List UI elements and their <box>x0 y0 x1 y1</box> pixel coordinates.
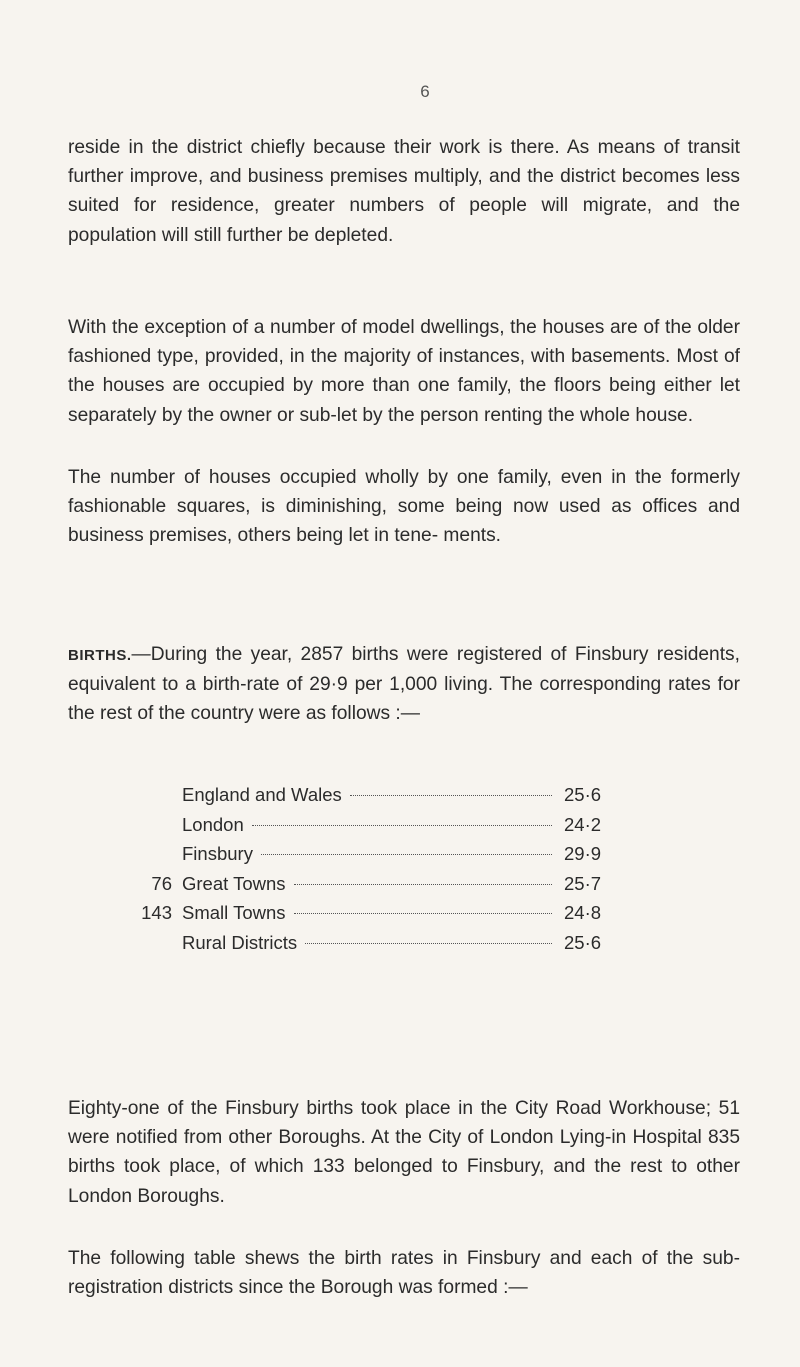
rate-value: 24·2 <box>564 813 602 835</box>
paragraph-residence: reside in the district chiefly because their work is there. As means of transit further improve, and business premises multiply, and the district becomes less suited for residence, greater numbers of people will migrate, and the population will still further be depleted. <box>68 137 740 246</box>
dot-leader <box>305 943 552 944</box>
page-number: 6 <box>420 82 430 101</box>
rate-name: London <box>182 813 244 835</box>
rate-name: Small Towns <box>182 902 286 924</box>
rate-count: 76 <box>151 872 172 894</box>
rate-name: Great Towns <box>182 872 286 894</box>
rate-row <box>132 843 612 873</box>
rate-value: 25·6 <box>564 931 602 953</box>
rate-name: England and Wales <box>182 784 342 805</box>
paragraph-dwellings: With the exception of a number of model dwellings, the houses are of the older fashioned type, provided, in the majority of instances, with basements. Most of the houses are occupied by more than one family, the floors being either let separately by the owner or sub-let by the person renting the whole house. <box>68 317 740 426</box>
dot-leader <box>350 795 552 796</box>
births-text: —During the year, 2857 births were registered of Finsbury residents, equivalent to a birth-rate of 29·9 per 1,000 living. The corresponding rates for the rest of the country were as follows :— <box>68 644 740 725</box>
dot-leader <box>261 854 552 855</box>
dot-leader <box>294 884 552 885</box>
rate-name: Rural Districts <box>182 931 298 953</box>
rate-value: 25·6 <box>564 784 602 805</box>
rate-value: 24·8 <box>564 902 602 924</box>
rate-row <box>132 814 612 844</box>
dot-leader <box>252 825 552 826</box>
rate-count: 143 <box>141 902 172 924</box>
paragraph-table-intro: The following table shews the birth rates in Finsbury and each of the sub-registration districts since the Borough was formed :— <box>68 1248 740 1299</box>
birth-rates-table <box>132 784 612 962</box>
births-heading: BIRTHS. <box>68 647 132 664</box>
rate-row <box>132 902 612 932</box>
rate-row <box>132 784 612 814</box>
rate-name: Finsbury <box>182 843 253 865</box>
paragraph-houses: The number of houses occupied wholly by one family, even in the formerly fashionable squares, is diminishing, some being now used as offices and business premises, others being let in tene- ments. <box>68 467 740 547</box>
paragraph-births <box>68 640 740 729</box>
paragraph-workhouse: Eighty-one of the Finsbury births took place in the City Road Workhouse; 51 were notified from other Boroughs. At the City of London Lying-in Hospital 835 births took place, of which 133 belonged to Finsbury, and the rest to other London Boroughs. <box>68 1098 740 1207</box>
rate-row <box>132 873 612 903</box>
rate-value: 25·7 <box>564 872 602 894</box>
rate-value: 29·9 <box>564 843 602 865</box>
dot-leader <box>294 913 552 914</box>
rate-row <box>132 932 612 962</box>
